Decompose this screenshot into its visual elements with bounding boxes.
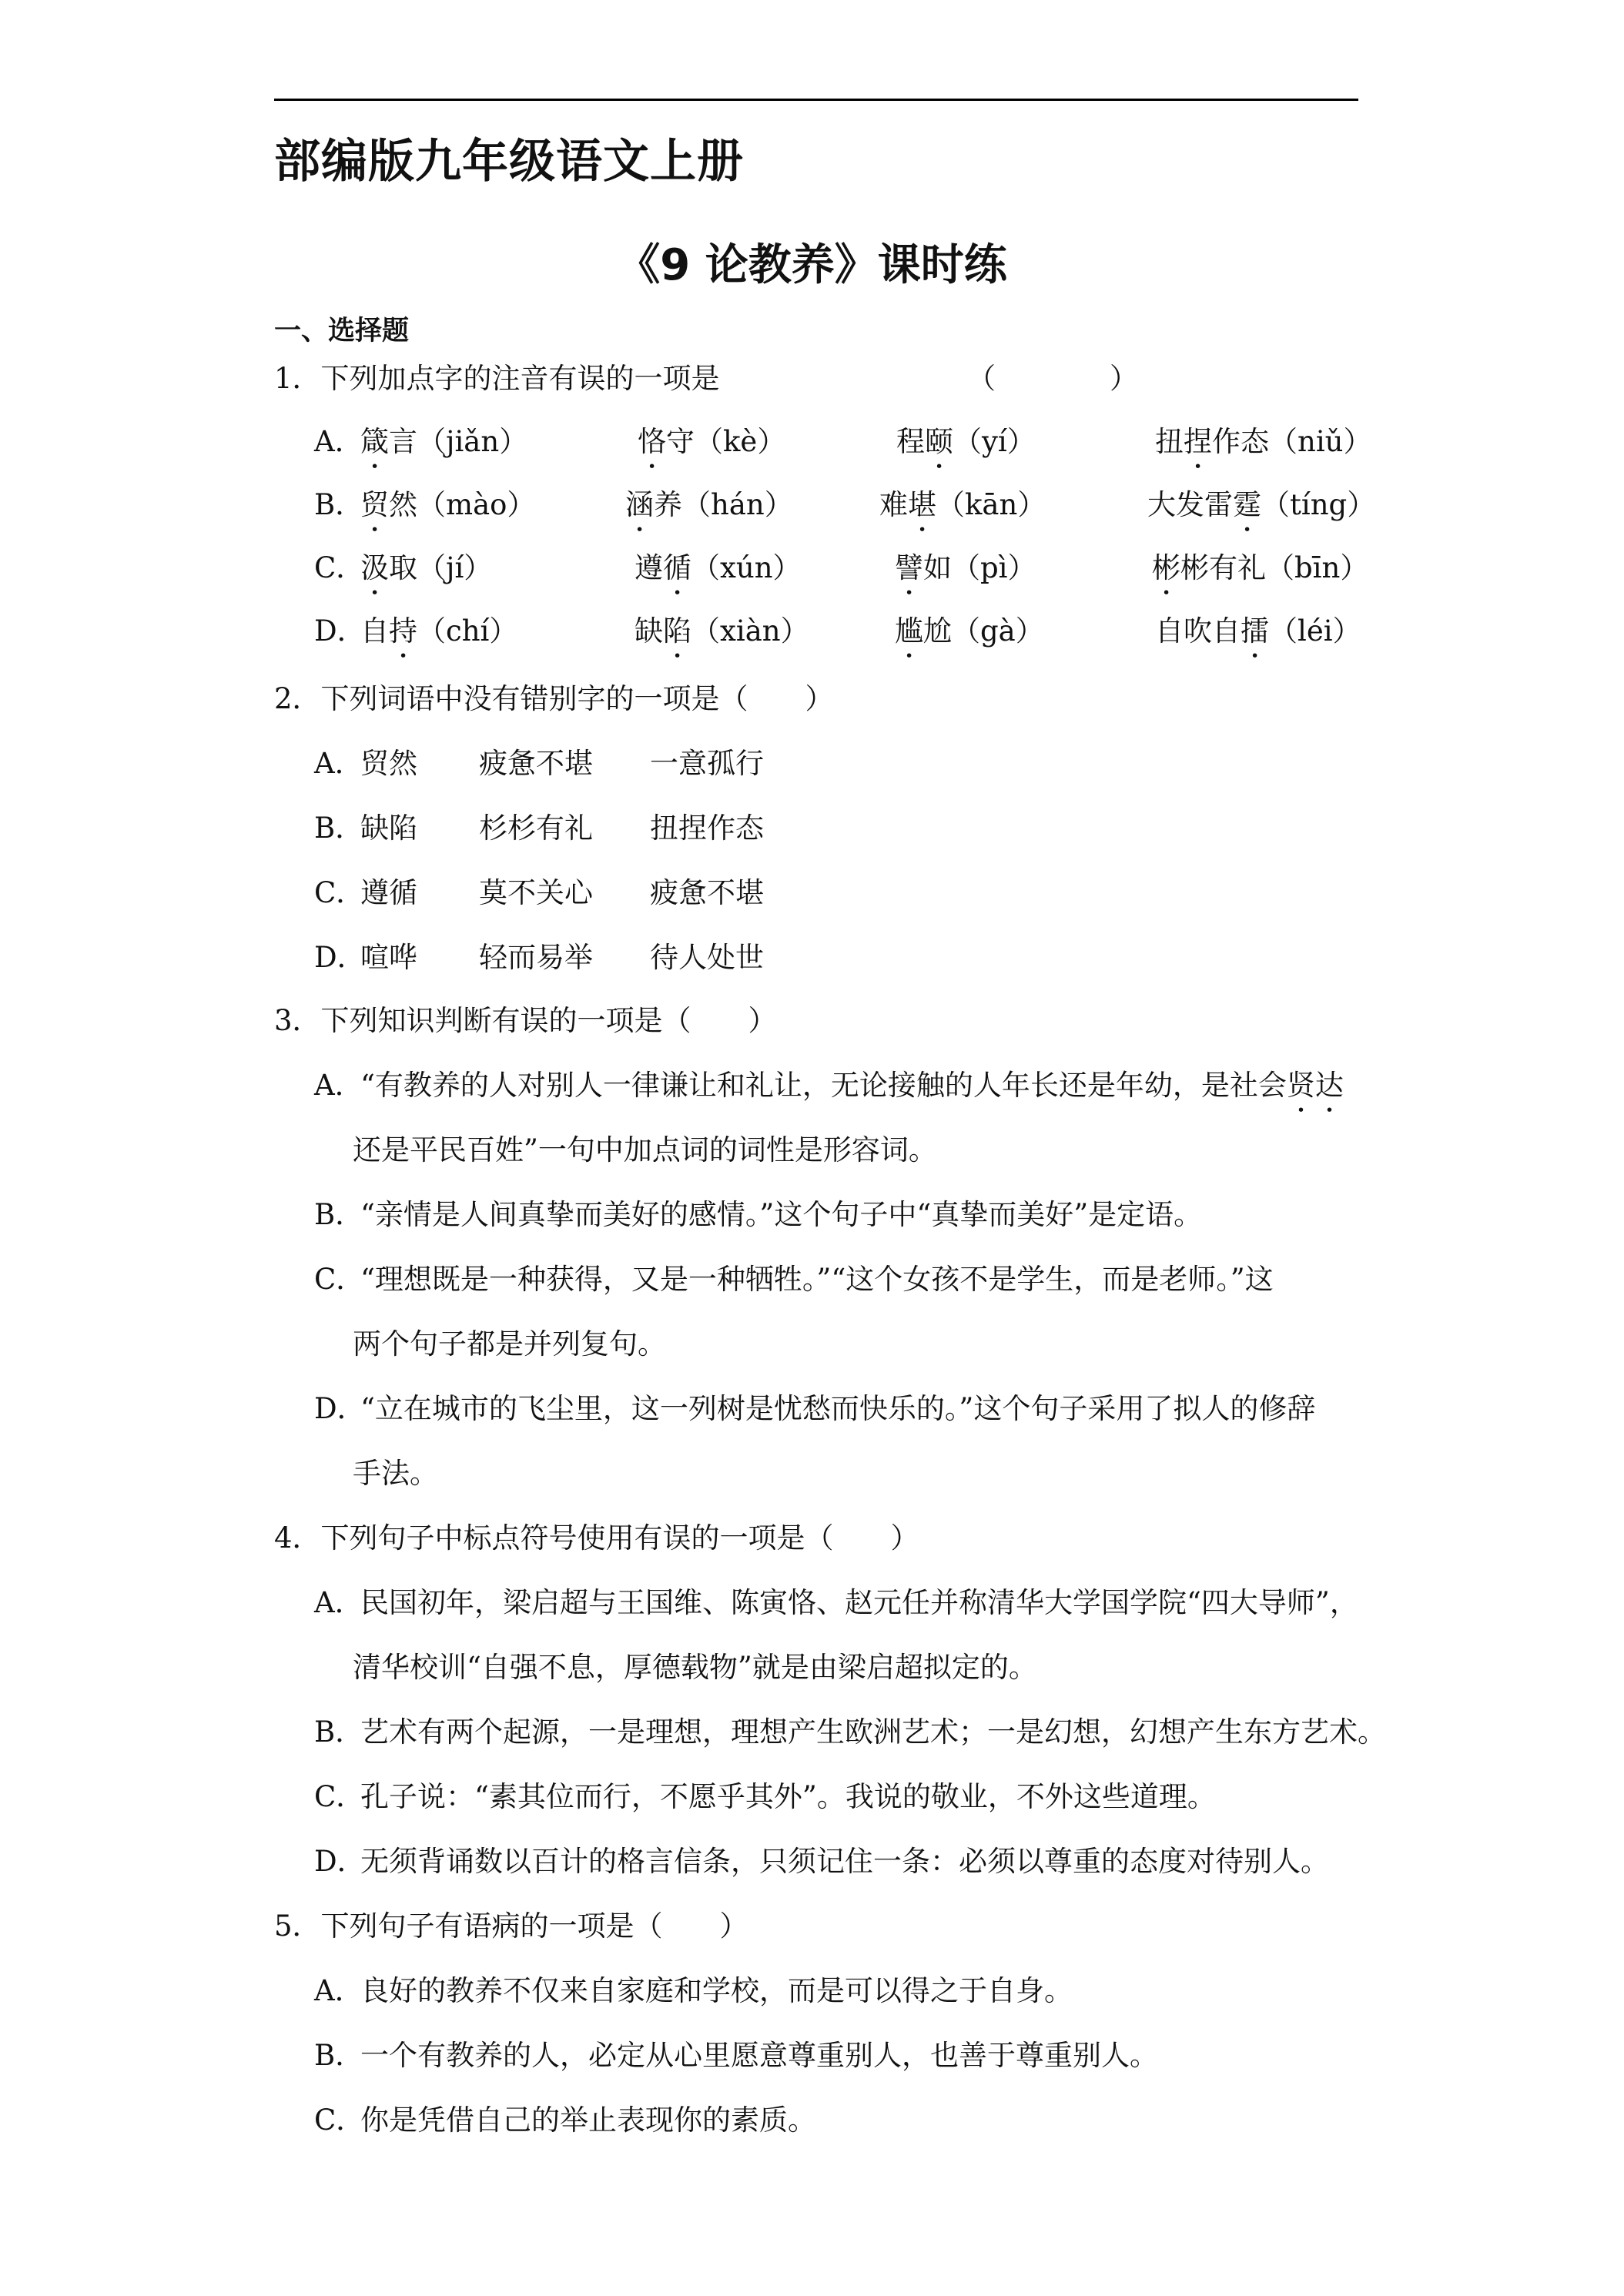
option-cell: 缺陷（xiàn）: [635, 614, 809, 648]
option-word: 一意孤行: [650, 747, 764, 780]
option-word: 贸然: [360, 747, 417, 780]
option-row: [0, 410, 1624, 474]
option-label: C．: [314, 2104, 365, 2137]
question-5-stem: 5．下列句子有语病的一项是（ ）: [274, 1909, 748, 1943]
option-label: C．: [314, 1780, 365, 1813]
option-word: 疲惫不堪: [479, 747, 593, 780]
option-text: 一个有教养的人，必定从心里愿意尊重别人，也善于尊重别人。: [360, 2039, 1158, 2072]
option-label: A．: [314, 747, 363, 780]
question-2: [0, 667, 1624, 731]
question-5: [0, 1894, 1624, 1959]
option-cell: 自吹自擂（léi）: [1155, 614, 1361, 648]
option-cell: 涵养（hán）: [625, 488, 793, 521]
option-label: C．: [314, 1263, 365, 1296]
option-text: 孔子说：“素其位而行，不愿乎其外”。我说的敬业，不外这些道理。: [360, 1780, 1216, 1813]
section-heading: 一、选择题: [274, 316, 410, 346]
option-word: 遵循: [360, 876, 417, 909]
option-cell: 贸然（mào）: [360, 488, 536, 521]
option-label: A．: [314, 425, 363, 458]
option-word: 喧哗: [360, 941, 417, 974]
option-text: 良好的教养不仅来自家庭和学校，而是可以得之于自身。: [360, 1974, 1073, 2007]
option-cell: 自持（chí）: [360, 614, 518, 648]
option-row: [0, 1571, 1624, 1635]
option-word: 疲惫不堪: [650, 876, 764, 909]
option-row: [0, 1765, 1624, 1829]
option-label: C．: [314, 876, 365, 909]
option-row: [0, 1183, 1624, 1247]
option-text: 无须背诵数以百计的格言信条，只须记住一条：必须以尊重的态度对待别人。: [360, 1845, 1329, 1878]
option-cell: 尴尬（gà）: [895, 614, 1044, 648]
option-text: 你是凭借自己的举止表现你的素质。: [360, 2104, 816, 2137]
question-1-stem: 1．下列加点字的注音有误的一项是: [274, 362, 720, 395]
option-label: D．: [314, 614, 366, 648]
option-text: 民国初年，梁启超与王国维、陈寅恪、赵元任并称清华大学国学院“四大导师”，: [360, 1586, 1358, 1619]
option-label: D．: [314, 941, 366, 974]
option-row: [0, 1700, 1624, 1765]
option-label: B．: [314, 1715, 364, 1749]
option-row: [0, 599, 1624, 664]
option-row: [0, 861, 1624, 925]
question-4-stem: 4．下列句子中标点符号使用有误的一项是（ ）: [274, 1521, 919, 1555]
question-3-stem: 3．下列知识判断有误的一项是（ ）: [274, 1004, 777, 1037]
option-label: A．: [314, 1974, 363, 2007]
option-text: “理想既是一种获得，又是一种牺牲。”“这个女孩不是学生，而是老师。”这: [360, 1263, 1274, 1296]
option-cell: 扭捏作态（niǔ）: [1155, 425, 1372, 458]
option-label: A．: [314, 1069, 363, 1102]
question-1: [0, 346, 1624, 411]
option-row: [0, 731, 1624, 796]
option-word: 杉杉有礼: [479, 812, 593, 845]
option-word: 缺陷: [360, 812, 417, 845]
option-row: [0, 1053, 1624, 1118]
option-continuation: 还是平民百姓”一句中加点词的词性是形容词。: [353, 1133, 937, 1166]
option-label: B．: [314, 488, 364, 521]
option-cell: 程颐（yí）: [896, 425, 1036, 458]
option-label: B．: [314, 1198, 364, 1231]
option-cell: 大发雷霆（tíng）: [1147, 488, 1376, 521]
option-cell: 箴言（jiǎn）: [360, 425, 528, 458]
option-word: 扭捏作态: [650, 812, 764, 845]
option-cell: 恪守（kè）: [638, 425, 786, 458]
option-cell: 汲取（jí）: [360, 551, 493, 584]
option-continuation: 清华校训“自强不息，厚德载物”就是由梁启超拟定的。: [353, 1651, 1037, 1684]
option-row: [0, 1377, 1624, 1441]
question-3: [0, 989, 1624, 1053]
option-cell: 遵循（xún）: [635, 551, 802, 584]
option-cell: 彬彬有礼（bīn）: [1152, 551, 1369, 584]
option-word: 莫不关心: [479, 876, 593, 909]
option-continuation: 手法。: [353, 1457, 438, 1490]
option-row: [0, 536, 1624, 601]
option-label: B．: [314, 812, 364, 845]
option-row: [0, 796, 1624, 861]
header-rule: [274, 99, 1358, 101]
option-row: [0, 1959, 1624, 2023]
page-title: 《9 论教养》课时练: [617, 240, 1007, 290]
option-row: [0, 1247, 1624, 1312]
option-label: C．: [314, 551, 365, 584]
document-header: 部编版九年级语文上册: [274, 135, 744, 189]
option-label: D．: [314, 1392, 366, 1425]
option-continuation: 两个句子都是并列复句。: [353, 1327, 666, 1361]
option-label: B．: [314, 2039, 364, 2072]
answer-parentheses: （ ）: [967, 362, 1138, 395]
option-cell: 难堪（kān）: [879, 488, 1046, 521]
option-row: [0, 1829, 1624, 1894]
question-4: [0, 1506, 1624, 1571]
option-text: 艺术有两个起源，一是理想，理想产生欧洲艺术；一是幻想，幻想产生东方艺术。: [360, 1715, 1386, 1749]
option-row: [0, 2088, 1624, 2153]
option-cell: 譬如（pì）: [895, 551, 1036, 584]
option-text: “立在城市的飞尘里，这一列树是忧愁而快乐的。”这个句子采用了拟人的修辞: [360, 1392, 1316, 1425]
option-row: [0, 473, 1624, 537]
option-row: [0, 2023, 1624, 2088]
option-word: 轻而易举: [479, 941, 593, 974]
question-2-stem: 2．下列词语中没有错别字的一项是（ ）: [274, 682, 834, 715]
option-text: “有教养的人对别人一律谦让和礼让，无论接触的人年长还是年幼，是社会贤达: [360, 1069, 1344, 1102]
option-row: [0, 925, 1624, 990]
option-label: D．: [314, 1845, 366, 1878]
option-label: A．: [314, 1586, 363, 1619]
option-text: “亲情是人间真挚而美好的感情。”这个句子中“真挚而美好”是定语。: [360, 1198, 1203, 1231]
option-word: 待人处世: [650, 941, 764, 974]
